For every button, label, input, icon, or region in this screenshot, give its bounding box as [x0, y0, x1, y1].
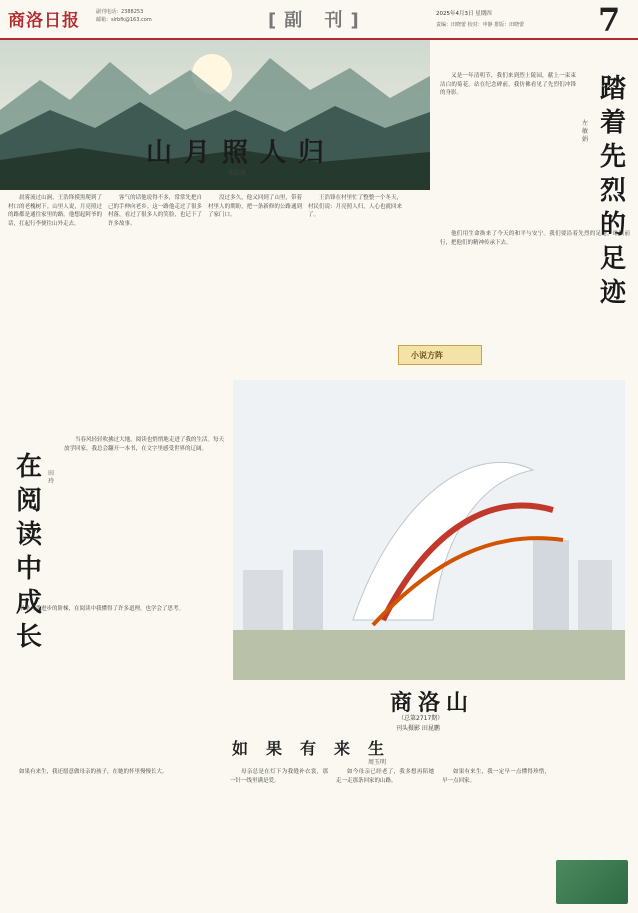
article1-col4: 王浩锋在村里忙了整整一个冬天，村民们说：月亮照人归，人心也就回来了。	[308, 195, 402, 219]
article4-title: 如果有来生	[232, 739, 403, 758]
photo-credit: 刊头摄影 田昆鹏	[396, 725, 440, 732]
contact-phone: 副刊电话：2388253	[96, 9, 144, 15]
article2-title: 踏着先烈的足迹	[599, 74, 626, 308]
article1-col2: 客气的话他说得不多，常常先把自己的手伸向老乡。这一路他走过了很多村落，看过了很多人的笑脸，也记下了许多故事。	[108, 195, 202, 227]
article2-col1: 又是一年清明节，我们来到烈士陵园，献上一束束洁白的菊花。站在纪念碑前，我仿佛看见了先烈们冲锋的身影。	[440, 73, 576, 97]
issue-date: 2025年4月3日 星期四	[436, 11, 492, 17]
article1-col3: 没过多久，他又回到了山里，带着村里人的期盼，把一条新修的公路通到了家门口。	[208, 195, 302, 219]
article1-author: 张浩锋	[228, 170, 247, 177]
corner-decoration	[556, 860, 628, 904]
article1-col1: 晨雾流过山涧，王浩锋摸黑爬到了村口的老槐树下。山里人说，月亮照过的路都是通往家里的路。他想起阿爷的话，扛起行李便往山外走去。	[8, 195, 102, 227]
contact-email: 邮箱：slrbfk@163.com	[96, 17, 152, 23]
article4-col1: 如果有来生，我还愿意做母亲的孩子，在她的怀里慢慢长大。	[19, 769, 168, 775]
article4-col4: 如果有来生，我一定早一点懂得珍惜，早一点回家。	[442, 769, 550, 784]
article2-col2: 他们用生命换来了今天的和平与安宁。我们要沿着先烈的足迹，继续前行，把他们的精神传承下去。	[440, 231, 630, 246]
sculpture-photo	[233, 380, 625, 680]
article4-author: 周玉明	[368, 759, 387, 766]
section-title: [副 刊]	[268, 10, 367, 31]
article4-col3: 如今母亲已经老了，我多想再陪她走一走那条回家的山路。	[336, 769, 434, 784]
article3-col1: 当春风轻轻吹拂过大地，阅读也悄悄地走进了我的生活。每天放学回家，我总会翻开一本书，在文字里感受世界的辽阔。	[64, 437, 224, 452]
article1-title: 山月照人归	[146, 138, 337, 168]
article2-author: 左敏娟	[582, 120, 589, 143]
photo-issue: （总第2717期）	[398, 715, 444, 722]
article4-col2: 母亲总是在灯下为我缝补衣裳，那一针一线里满是爱。	[230, 769, 328, 784]
column-badge	[398, 345, 482, 365]
newspaper-logo: 商洛日报	[8, 11, 80, 31]
photo-title: 商洛山	[390, 690, 475, 716]
editors-line: 责编：田晓蕾 校对：申静 排版：田晓蕾	[436, 22, 525, 28]
article3-title: 在阅读中成长	[15, 452, 42, 652]
column-name: 小说方阵	[411, 351, 443, 360]
masthead	[0, 0, 638, 40]
article3-author: 田玲	[48, 470, 55, 485]
page-number: 7	[598, 1, 621, 39]
article3-col2: 书是人类进步的阶梯，在阅读中我懂得了许多道理，也学会了思考。	[19, 606, 185, 612]
